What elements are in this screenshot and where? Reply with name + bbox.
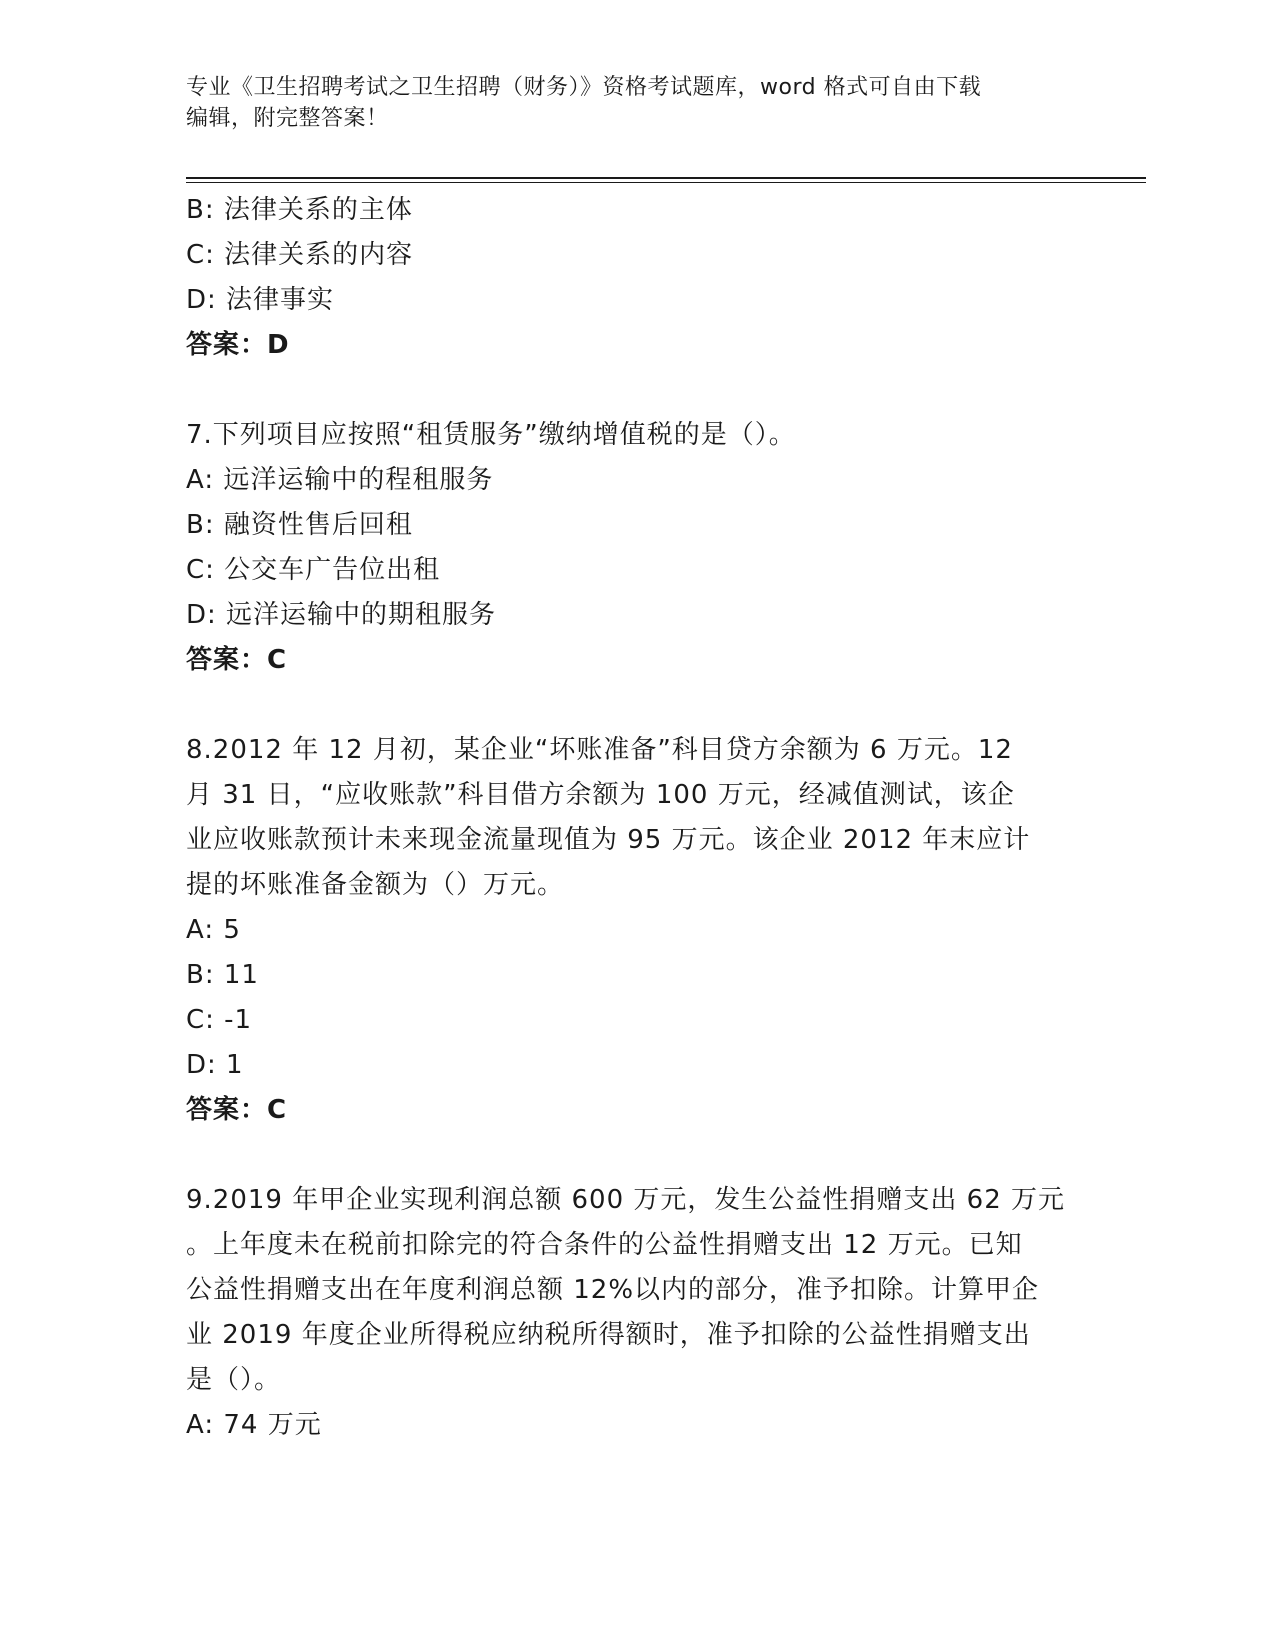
question-8 xyxy=(186,728,1076,1133)
option-c: C: -1 xyxy=(186,1005,253,1035)
question-stem-line: 提的坏账准备金额为（）万元。 xyxy=(186,870,565,900)
question-stem-line: 业 2019 年度企业所得税应纳税所得额时，准予扣除的公益性捐赠支出 xyxy=(186,1320,1031,1350)
answer-line: 答案：C xyxy=(186,1095,288,1125)
answer-line: 答案：D xyxy=(186,330,290,360)
spacer xyxy=(186,368,1076,413)
spacer xyxy=(186,683,1076,728)
option-c: C: 法律关系的内容 xyxy=(186,240,414,270)
header-line-2: 编辑，附完整答案！ xyxy=(186,106,389,131)
header-rule-thick xyxy=(186,177,1146,179)
question-stem-line: 公益性捐赠支出在年度利润总额 12%以内的部分，准予扣除。计算甲企 xyxy=(186,1275,1040,1305)
option-d: D: 远洋运输中的期租服务 xyxy=(186,600,497,630)
question-7 xyxy=(186,413,1076,683)
option-d: D: 1 xyxy=(186,1050,244,1080)
option-d: D: 法律事实 xyxy=(186,285,335,315)
question-6 xyxy=(186,188,1076,368)
option-a: A: 5 xyxy=(186,915,241,945)
header-rule-thin xyxy=(186,182,1146,183)
question-stem: 7.下列项目应按照“租赁服务”缴纳增值税的是（）。 xyxy=(186,420,796,450)
question-stem-line: 是（）。 xyxy=(186,1365,282,1395)
question-list xyxy=(186,188,1076,1448)
header-line-1: 专业《卫生招聘考试之卫生招聘（财务）》资格考试题库，word 格式可自由下载 xyxy=(186,75,982,100)
question-stem-line: 。上年度未在税前扣除完的符合条件的公益性捐赠支出 12 万元。已知 xyxy=(186,1230,1023,1260)
option-b: B: 法律关系的主体 xyxy=(186,195,413,225)
answer-line: 答案：C xyxy=(186,645,288,675)
question-stem-line: 9.2019 年甲企业实现利润总额 600 万元，发生公益性捐赠支出 62 万元 xyxy=(186,1185,1066,1215)
question-stem-line: 业应收账款预计未来现金流量现值为 95 万元。该企业 2012 年末应计 xyxy=(186,825,1031,855)
option-b: B: 11 xyxy=(186,960,259,990)
option-c: C: 公交车广告位出租 xyxy=(186,555,441,585)
option-b: B: 融资性售后回租 xyxy=(186,510,413,540)
question-9 xyxy=(186,1178,1076,1448)
spacer xyxy=(186,1133,1076,1178)
option-a: A: 74 万元 xyxy=(186,1410,322,1440)
option-a: A: 远洋运输中的程租服务 xyxy=(186,465,494,495)
question-stem-line: 月 31 日，“应收账款”科目借方余额为 100 万元，经减值测试，该企 xyxy=(186,780,1015,810)
page-header xyxy=(186,72,1076,134)
question-stem-line: 8.2012 年 12 月初，某企业“坏账准备”科目贷方余额为 6 万元。12 xyxy=(186,735,1013,765)
